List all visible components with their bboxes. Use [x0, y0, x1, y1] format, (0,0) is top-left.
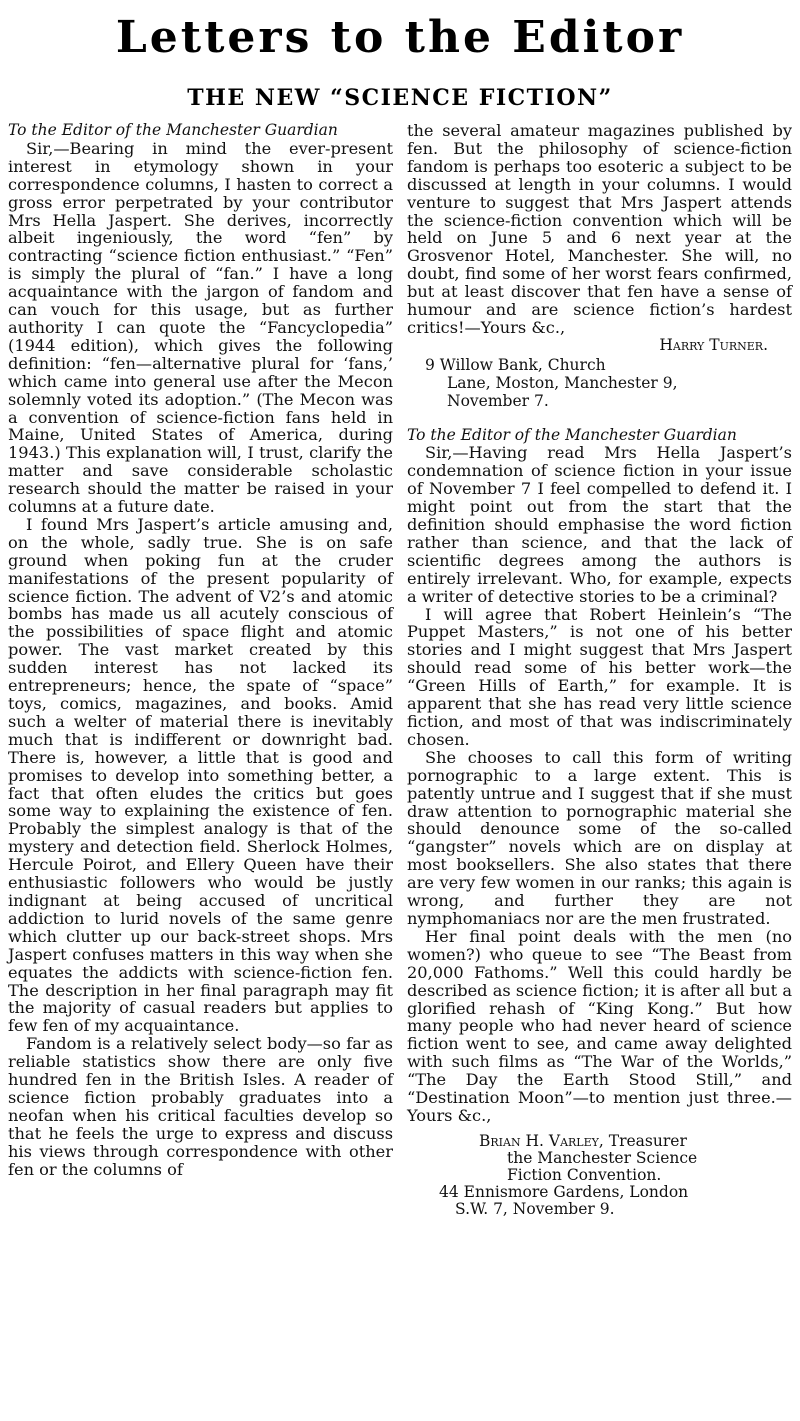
letter1-address-line-3: November 7. [447, 391, 549, 410]
letter2-signature-line-2: the Manchester Science [507, 1148, 698, 1167]
letter1-paragraph-3: Fandom is a relatively select body—so far as reliable statistics show there are only five hundred fen in the British Isles. A reader of science fiction probably graduates into a neofan when his critical faculties develop so that he feels the urge to express and discuss his views through correspondence with other fen or the columns of [8, 1034, 393, 1179]
newspaper-page [0, 10, 800, 1421]
letter1-signature: Harry Turner. [659, 335, 768, 354]
letter1-address-line-1: 9 Willow Bank, Church [425, 355, 606, 374]
letter2-addressee: To the Editor of the Manchester Guardian [407, 425, 737, 444]
letter1-paragraph-1: Sir,—Bearing in mind the ever-present interest in etymology shown in your correspondence columns, I hasten to correct a gross error perpetrated by your contributor Mrs Hella Jaspert. She derives, incorrectly albeit ingeniously, the word “fen” by contracting “science fiction enthusiast.” “Fen” is simply the plural of “fan.” I have a long acquaintance with the jargon of fandom and can vouch for this usage, but as further authority I can quote the “Fancyclopedia” (1944 edition), which gives the following definition: “fen—alternative plural for ‘fans,’ which came into general use after the Mecon solemnly voted its adoption.” (The Mecon was a convention of science-fiction fans held in Maine, United States of America, during 1943.) This explanation will, I trust, clarify the matter and save considerable scholastic research should the matter be raised in your columns at a future date. [8, 138, 393, 517]
letter1-paragraph-4: the several amateur magazines published by fen. But the philosophy of science-fiction fandom is perhaps too esoteric a subject to be discussed at length in your columns. I would venture to suggest that Mrs Jaspert attends the science-fiction convention which will be held on June 5 and 6 next year at the Grosvenor Hotel, Manchester. She will, no doubt, find some of her worst fears confirmed, but at least discover that fen have a sense of humour and are science fiction’s hardest critics!—Yours &c., [407, 121, 792, 337]
article-columns [8, 122, 792, 1218]
letter2-signature-block [439, 1131, 792, 1218]
letter1-addressee: To the Editor of the Manchester Guardian [8, 121, 338, 139]
letter2-address-line-1: 44 Ennismore Gardens, London [439, 1182, 689, 1201]
letter1-address [425, 357, 792, 411]
letter2-paragraph-4: Her final point deals with the men (no women?) who queue to see “The Beast from 20,000 Fathoms.” Well this could hardly be described as science fiction; it is after all but a glorified rehash of “King Kong.” But how many people who had never heard of science fiction went to see, and came away delighted with such films as “The War of the Worlds,” “The Day the Earth Stood Still,” and “Destination Moon”—to mention just three.—Yours &c., [407, 926, 792, 1125]
letter-separator [407, 411, 792, 427]
masthead-title: Letters to the Editor [115, 12, 685, 63]
right-column [407, 122, 792, 1218]
letter2-signature-title: , Treasurer [598, 1131, 687, 1150]
letter2-paragraph-1: Sir,—Having read Mrs Hella Jaspert’s condemnation of science fiction in your issue of November 7 I feel compelled to defend it. I might point out from the start that the definition should emphasise the word fiction rather than science, and that the lack of scientific degrees among the authors is entirely irrelevant. Who, for example, expects a writer of detective stories to be a criminal? [407, 443, 792, 606]
left-column [8, 122, 393, 1218]
letter1-address-line-2: Lane, Moston, Manchester 9, [447, 373, 678, 392]
letter2-signature-line-3: Fiction Convention. [507, 1165, 662, 1184]
article-headline: THE NEW “SCIENCE FICTION” [187, 85, 613, 111]
letter2-paragraph-3: She chooses to call this form of writing pornographic to a large extent. This is patently untrue and I suggest that if she must draw attention to pornographic material she should denounce some of the so-called “gangster” novels which are on display at most booksellers. She also states that there are very few women in our ranks; this again is wrong, and further they are not nymphomaniacs nor are the men frustrated. [407, 747, 792, 928]
letter2-signature-name: Brian H. Varley [479, 1131, 599, 1150]
letter2-paragraph-2: I will agree that Robert Heinlein’s “The Puppet Masters,” is not one of his better stories and I might suggest that Mrs Jaspert should read some of his better work—the “Green Hills of Earth,” for example. It is apparent that she has read very little science fiction, and most of that was indiscriminately chosen. [407, 604, 792, 749]
letter1-paragraph-2: I found Mrs Jaspert’s article amusing and, on the whole, sadly true. She is on safe ground when poking fun at the cruder manifestations of the present popularity of science fiction. The advent of V2’s and atomic bombs has made us all acutely conscious of the possibilities of space flight and atomic power. The vast market created by this sudden interest has not lacked its entrepreneurs; hence, the spate of “space” toys, comics, magazines, and books. Amid such a welter of material there is inevitably much that is indifferent or downright bad. There is, however, a little that is good and promises to develop into something better, a fact that often eludes the critics but goes some way to explaining the existence of fen. Probably the simplest analogy is that of the mystery and detection field. Sherlock Holmes, Hercule Poirot, and Ellery Queen have their enthusiastic followers who would be justly indignant at being accused of uncritical addiction to lurid novels of the same genre which clutter up our back-street shops. Mrs Jaspert confuses matters in this way when she equates the addicts with science-fiction fen. The description in her final paragraph may fit the majority of casual readers but applies to few fen of my acquaintance. [8, 514, 393, 1036]
letter2-address-line-2: S.W. 7, November 9. [455, 1199, 615, 1218]
